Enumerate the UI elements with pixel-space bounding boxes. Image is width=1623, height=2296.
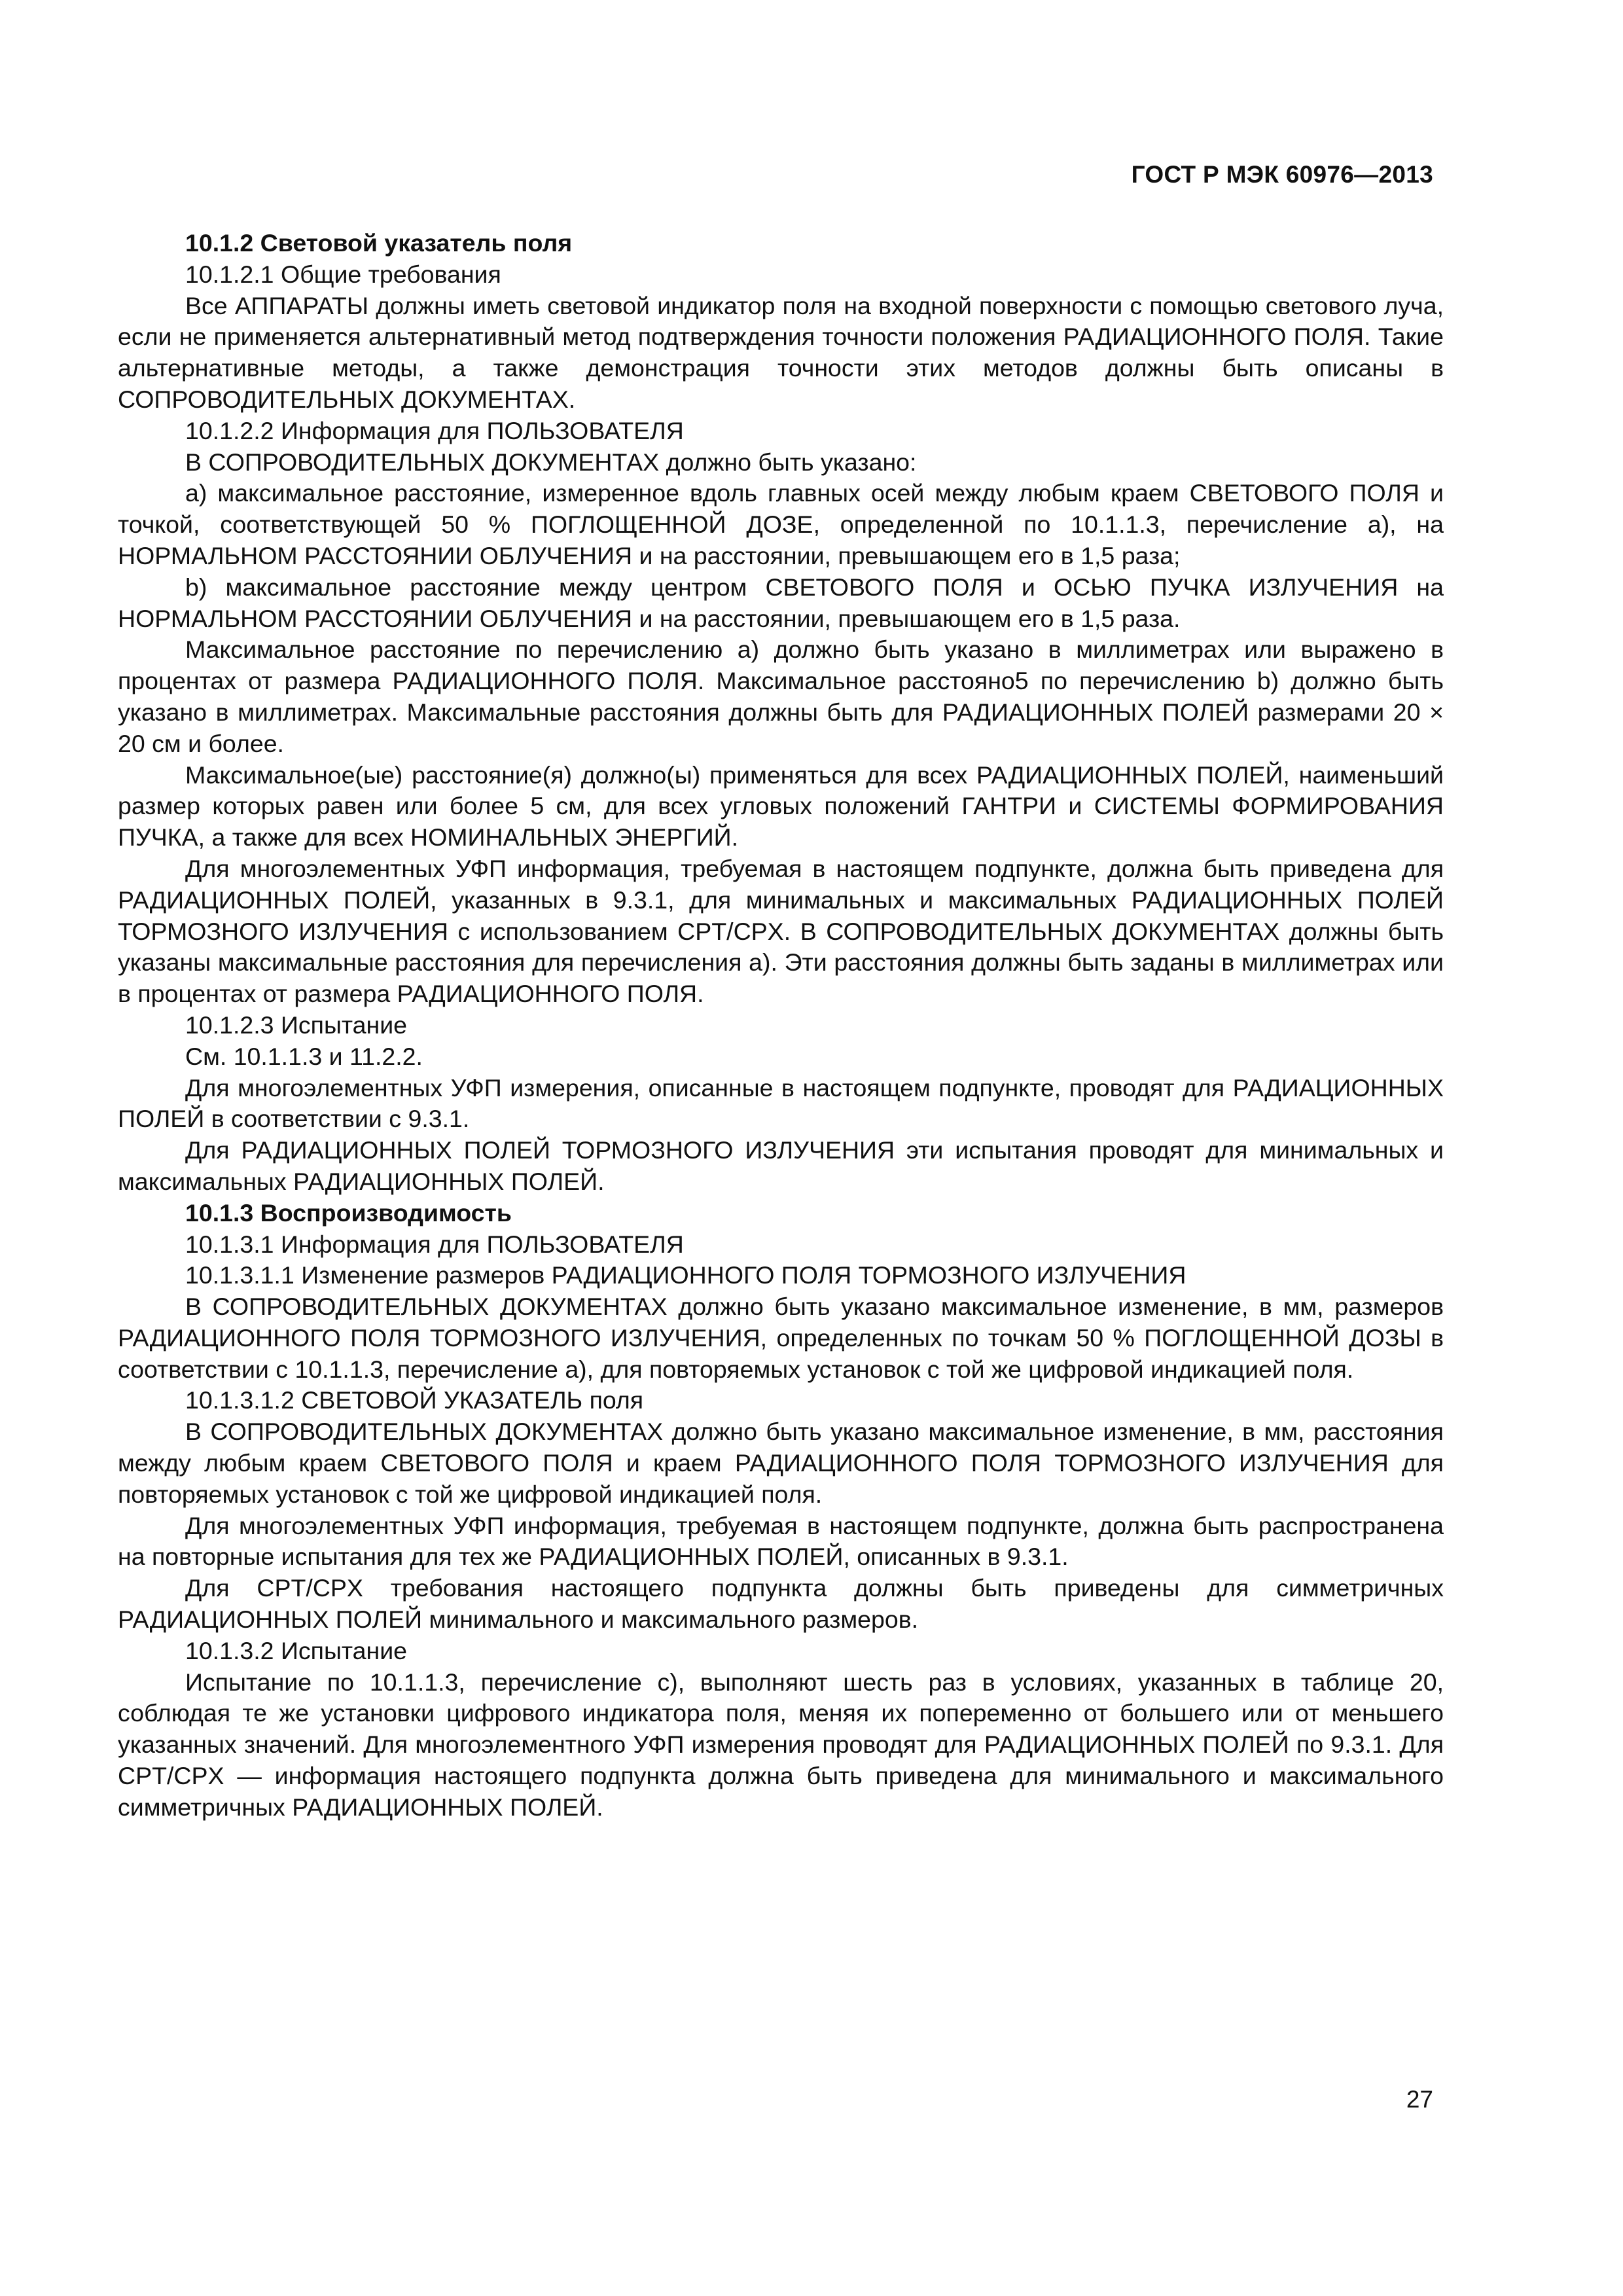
list-item-a: a) максимальное расстояние, измеренное вдоль главных осей между любым краем СВЕТОВОГО ПОЛЯ и точкой, соответствующей 50 % ПОГЛОЩЕННОЙ ДОЗЕ, определенной по 10.1.1.3, перечисление а), на НОРМАЛЬНОМ РАССТОЯНИИ ОБЛУЧЕНИЯ и на расстоянии, превышающем его в 1,5 раза; [118,479,1444,569]
subsection-heading: 10.1.2.1 Общие требования [185,260,501,288]
section-heading-10-1-2: 10.1.2 Световой указатель поля [185,229,573,257]
list-item-b: b) максимальное расстояние между центром СВЕТОВОГО ПОЛЯ и ОСЬЮ ПУЧКА ИЗЛУЧЕНИЯ на НОРМАЛЬНОМ РАССТОЯНИИ ОБЛУЧЕНИЯ и на расстоянии, превышающем его в 1,5 раза. [118,573,1444,632]
page-number: 27 [1406,2086,1433,2113]
subsection-heading: 10.1.2.2 Информация для ПОЛЬЗОВАТЕЛЯ [185,416,684,444]
body-paragraph: В СОПРОВОДИТЕЛЬНЫХ ДОКУМЕНТАХ должно быть указано: [185,448,917,476]
body-paragraph: Для многоэлементных УФП информация, требуемая в настоящем подпункте, должна быть распространена на повторные испытания для тех же РАДИАЦИОННЫХ ПОЛЕЙ, описанных в 9.3.1. [118,1511,1444,1571]
subsection-heading: 10.1.3.1.1 Изменение размеров РАДИАЦИОННОГО ПОЛЯ ТОРМОЗНОГО ИЗЛУЧЕНИЯ [185,1261,1186,1289]
body-paragraph: Максимальное(ые) расстояние(я) должно(ы) применяться для всех РАДИАЦИОННЫХ ПОЛЕЙ, наименьший размер которых равен или более 5 см, для всех угловых положений ГАНТРИ и СИСТЕМЫ ФОРМИРОВАНИЯ ПУЧКА, а также для всех НОМИНАЛЬНЫХ ЭНЕРГИЙ. [118,761,1444,852]
subsection-heading: 10.1.3.1.2 СВЕТОВОЙ УКАЗАТЕЛЬ поля [185,1386,644,1414]
body-paragraph: Для многоэлементных УФП измерения, описанные в настоящем подпункте, проводят для РАДИАЦИОННЫХ ПОЛЕЙ в соответствии с 9.3.1. [118,1073,1444,1133]
section-heading-10-1-3: 10.1.3 Воспроизводимость [185,1198,512,1227]
body-paragraph: В СОПРОВОДИТЕЛЬНЫХ ДОКУМЕНТАХ должно быть указано максимальное изменение, в мм, размеров РАДИАЦИОННОГО ПОЛЯ ТОРМОЗНОГО ИЗЛУЧЕНИЯ, определенных по точкам 50 % ПОГЛОЩЕННОЙ ДОЗЫ в соответствии с 10.1.1.3, перечисление а), для повторяемых установок с той же цифровой индикацией поля. [118,1293,1444,1383]
document-header: ГОСТ Р МЭК 60976—2013 [1131,161,1433,188]
body-paragraph: Для многоэлементных УФП информация, требуемая в настоящем подпункте, должна быть приведена для РАДИАЦИОННЫХ ПОЛЕЙ, указанных в 9.3.1, для минимальных и максимальных РАДИАЦИОННЫХ ПОЛЕЙ ТОРМОЗНОГО ИЗЛУЧЕНИЯ с использованием CPT/CPX. В СОПРОВОДИТЕЛЬНЫХ ДОКУМЕНТАХ должны быть указаны максимальные расстояния для перечисления а). Эти расстояния должны быть заданы в миллиметрах или в процентах от размера РАДИАЦИОННОГО ПОЛЯ. [118,854,1444,1008]
body-paragraph: Испытание по 10.1.1.3, перечисление с), выполняют шесть раз в условиях, указанных в таблице 20, соблюдая те же установки цифрового индикатора поля, меняя их попеременно от большего или от меньшего указанных значений. Для многоэлементного УФП измерения проводят для РАДИАЦИОННЫХ ПОЛЕЙ по 9.3.1. Для CPT/CPX — информация настоящего подпункта должна быть приведена для минимального и максимального симметричных РАДИАЦИОННЫХ ПОЛЕЙ. [118,1668,1444,1821]
body-paragraph: Для CPT/CPX требования настоящего подпункта должны быть приведены для симметричных РАДИАЦИОННЫХ ПОЛЕЙ минимального и максимального размеров. [118,1574,1444,1634]
body-paragraph: В СОПРОВОДИТЕЛЬНЫХ ДОКУМЕНТАХ должно быть указано максимальное изменение, в мм, расстояния между любым краем СВЕТОВОГО ПОЛЯ и краем РАДИАЦИОННОГО ПОЛЯ ТОРМОЗНОГО ИЗЛУЧЕНИЯ для повторяемых установок с той же цифровой индикацией поля. [118,1418,1444,1508]
subsection-heading: 10.1.2.3 Испытание [185,1011,408,1039]
body-paragraph: Все АППАРАТЫ должны иметь световой индикатор поля на входной поверхности с помощью светового луча, если не применяется альтернативный метод подтверждения точности положения РАДИАЦИОННОГО ПОЛЯ. Такие альтернативные методы, а также демонстрация точности этих методов должны быть описаны в СОПРОВОДИТЕЛЬНЫХ ДОКУМЕНТАХ. [118,291,1444,413]
body-paragraph: Для РАДИАЦИОННЫХ ПОЛЕЙ ТОРМОЗНОГО ИЗЛУЧЕНИЯ эти испытания проводят для минимальных и максимальных РАДИАЦИОННЫХ ПОЛЕЙ. [118,1136,1444,1195]
body-paragraph: См. 10.1.1.3 и 11.2.2. [185,1042,423,1070]
subsection-heading: 10.1.3.1 Информация для ПОЛЬЗОВАТЕЛЯ [185,1230,684,1258]
body-paragraph: Максимальное расстояние по перечислению а) должно быть указано в миллиметрах или выражено в процентах от размера РАДИАЦИОННОГО ПОЛЯ. Максимальное расстояно5 по перечислению b) должно быть указано в миллиметрах. Максимальные расстояния должны быть для РАДИАЦИОННЫХ ПОЛЕЙ размерами 20 × 20 см и более. [118,636,1444,757]
subsection-heading: 10.1.3.2 Испытание [185,1636,408,1664]
document-body [118,228,1444,1823]
